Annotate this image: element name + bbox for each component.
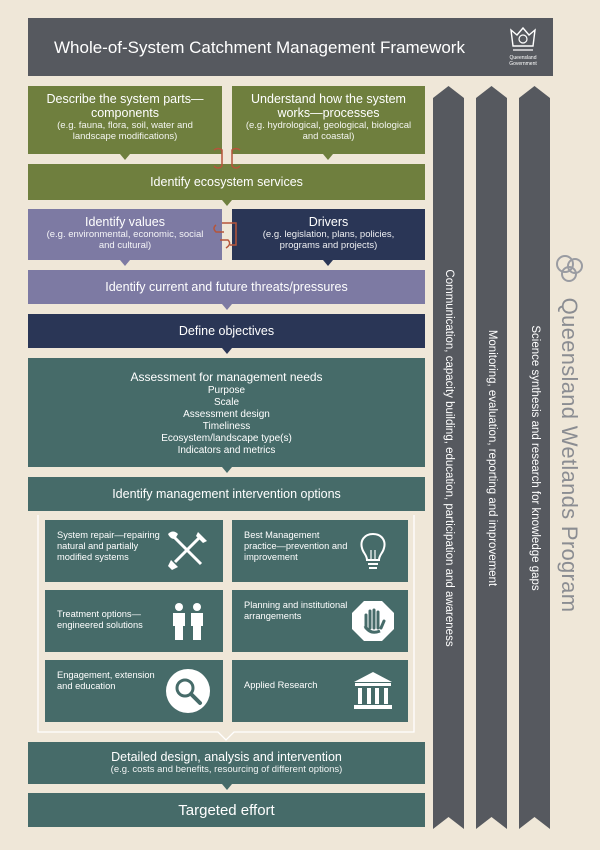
option-tile-engagement bbox=[45, 660, 223, 722]
assessment-title: Assessment for management needs bbox=[130, 370, 323, 384]
objectives-title: Define objectives bbox=[178, 324, 275, 338]
down-arrow bbox=[120, 154, 130, 160]
assessment-item: Scale bbox=[213, 397, 239, 408]
assessment-item: Indicators and metrics bbox=[177, 445, 276, 456]
targeted-title: Targeted effort bbox=[178, 801, 275, 819]
assessment-item: Purpose bbox=[207, 385, 246, 396]
option-label: System repair—repairing natural and partially modified systems bbox=[57, 530, 160, 562]
drivers-title: Drivers bbox=[308, 215, 349, 229]
tools-icon bbox=[165, 528, 211, 574]
assessment-item: Assessment design bbox=[183, 409, 270, 420]
option-label: Treatment options—engineered solutions bbox=[57, 609, 143, 630]
understand-title-line2: works—processes bbox=[277, 106, 380, 120]
institution-icon bbox=[350, 668, 396, 714]
wetlands-logo-icon bbox=[553, 252, 587, 286]
queensland-government-logo bbox=[507, 26, 539, 68]
header-bar bbox=[28, 18, 553, 76]
down-arrow bbox=[323, 154, 333, 160]
interventions-title: Identify management intervention options bbox=[112, 487, 341, 501]
describe-sub-line1: (e.g. fauna, flora, soil, water and bbox=[57, 120, 193, 131]
option-tile-treatment bbox=[45, 590, 223, 652]
drivers-box bbox=[232, 209, 425, 260]
down-arrow bbox=[222, 784, 232, 790]
column-science-label: Science synthesis and research for knowledge gaps bbox=[528, 324, 541, 591]
option-label: Applied Research bbox=[244, 680, 318, 690]
describe-sub-line2: landscape modifications) bbox=[72, 131, 178, 142]
values-sub-line2: and cultural) bbox=[98, 240, 152, 251]
understand-processes-box bbox=[232, 86, 425, 154]
drivers-sub-line2: programs and projects) bbox=[279, 240, 378, 251]
option-tile-planning bbox=[232, 590, 408, 652]
drivers-sub-line1: (e.g. legislation, plans, policies, bbox=[262, 229, 395, 240]
crest-icon bbox=[507, 26, 539, 56]
down-arrow bbox=[222, 200, 232, 206]
understand-sub-line1: (e.g. hydrological, geological, biological bbox=[245, 120, 412, 131]
values-sub-line1: (e.g. environmental, economic, social bbox=[46, 229, 204, 240]
down-arrow bbox=[323, 260, 333, 266]
detailed-design-box bbox=[28, 742, 425, 784]
describe-title-line2: components bbox=[90, 106, 160, 120]
option-label: Planning and institutional arrangements bbox=[244, 600, 348, 621]
understand-sub-line2: and coastal) bbox=[302, 131, 355, 142]
understand-title-line1: Understand how the system bbox=[251, 92, 406, 106]
column-monitoring-label: Monitoring, evaluation, reporting and improvement bbox=[485, 329, 498, 586]
magnifier-icon bbox=[165, 668, 211, 714]
ecosystem-services-box bbox=[28, 164, 425, 200]
detailed-sub: (e.g. costs and benefits, resourcing of different options) bbox=[110, 764, 343, 775]
define-objectives-box bbox=[28, 314, 425, 348]
option-tile-system-repair bbox=[45, 520, 223, 582]
option-tile-best-management bbox=[232, 520, 408, 582]
down-arrow bbox=[222, 304, 232, 310]
column-science bbox=[519, 86, 550, 829]
option-tile-applied-research bbox=[232, 660, 408, 722]
down-arrow bbox=[222, 348, 232, 354]
column-communication bbox=[433, 86, 464, 829]
values-title: Identify values bbox=[85, 215, 165, 229]
threats-title: Identify current and future threats/pressures bbox=[105, 280, 348, 294]
column-communication-label: Communication, capacity building, education, participation and awareness bbox=[442, 268, 455, 647]
hand-stop-icon bbox=[350, 598, 396, 644]
ecosystem-services-title: Identify ecosystem services bbox=[150, 175, 303, 189]
detailed-title: Detailed design, analysis and intervention bbox=[111, 750, 342, 764]
page-title: Whole-of-System Catchment Management Framework bbox=[54, 38, 465, 57]
threats-pressures-box bbox=[28, 270, 425, 304]
lightbulb-icon bbox=[350, 528, 396, 574]
describe-components-box bbox=[28, 86, 222, 154]
option-label: Best Management practice—prevention and improvement bbox=[244, 530, 348, 562]
down-arrow bbox=[222, 467, 232, 473]
assessment-item: Timeliness bbox=[202, 421, 251, 432]
intervention-options-box bbox=[28, 477, 425, 511]
people-icon bbox=[165, 598, 211, 644]
column-monitoring bbox=[476, 86, 507, 829]
option-label: Engagement, extension and education bbox=[57, 670, 155, 691]
assessment-item: Ecosystem/landscape type(s) bbox=[161, 433, 292, 444]
describe-title-line1: Describe the system parts— bbox=[46, 92, 204, 106]
targeted-effort-box bbox=[28, 793, 425, 827]
logo-text: Queensland Government bbox=[509, 55, 537, 67]
down-arrow bbox=[120, 260, 130, 266]
identify-values-box bbox=[28, 209, 222, 260]
watermark-text: Queensland Wetlands Program bbox=[557, 297, 582, 613]
assessment-box bbox=[28, 358, 425, 467]
